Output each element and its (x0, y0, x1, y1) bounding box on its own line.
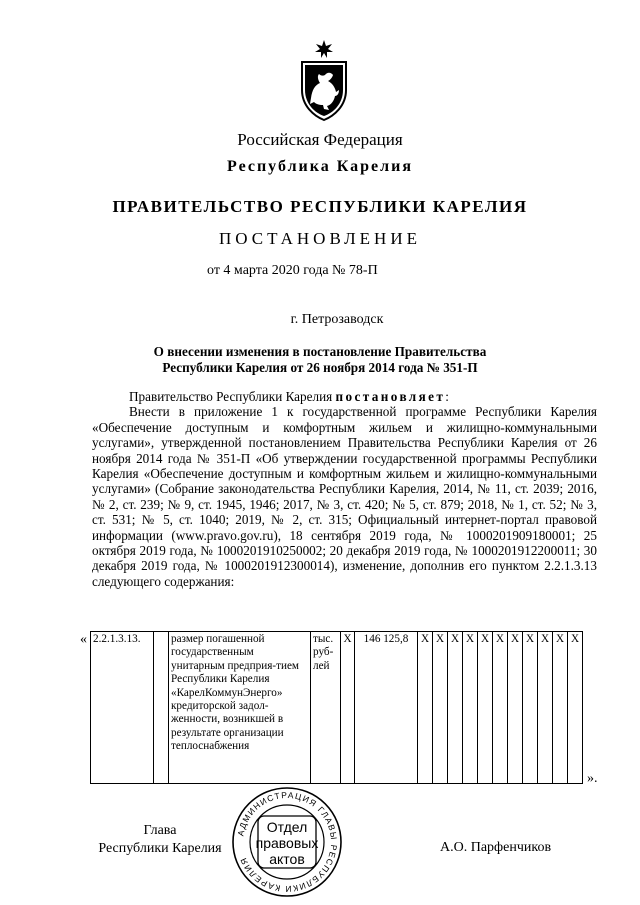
signatory-title-line-1: Глава (143, 823, 177, 838)
decree-word: постановляет (335, 389, 446, 404)
signatory-name: А.О. Парфенчиков (440, 840, 552, 855)
city-line (0, 312, 640, 328)
mark-cell: X (553, 632, 568, 784)
item-description: размер погашенной государственным унитарным предприя-тием Республики Карелия «КарелКоммунЭнерго» кредиторской задол-женности, возникшей в результате организации теплоснабжения (169, 632, 311, 784)
mark-cell: X (523, 632, 538, 784)
stamp-line-3: актов (269, 851, 305, 867)
document-body (92, 389, 597, 589)
intro-paragraph (92, 389, 597, 404)
document-type: ПОСТАНОВЛЕНИЕ (218, 229, 421, 248)
subject-line-1: О внесении изменения в постановление Правительства (153, 344, 487, 359)
city-name: г. Петрозаводск (290, 312, 384, 327)
country-name: Российская Федерация (237, 130, 403, 149)
mark-cell: X (433, 632, 448, 784)
mark-cell: X (448, 632, 463, 784)
mark-cell: X (341, 632, 355, 784)
mark-cell: X (418, 632, 433, 784)
table-row (91, 632, 583, 784)
main-paragraph: Внести в приложение 1 к государственной программе Республики Карелия «Обеспечение доступным и комфортным жильем и жилищно-коммунальными услугами», утвержденной постановлением Правительства Республики Карелия от 26 ноября 2014 года № 351-П «Об утверждении государственной программы Республики Карелия «Обеспечение доступным и комфортным жильем и жилищно-коммунальными услугами» (Собрание законодательства Республики Карелия, 2014, № 11, ст. 2039; 2016, № 2, ст. 239; № 9, ст. 1945, 1946; 2017, № 3, ст. 420; № 5, ст. 879; 2018, № 1, ст. 52; № 3, ст. 531; № 5, ст. 1040; 2019, № 2, ст. 315; Официальный интернет-портал правовой информации (www.pravo.gov.ru), 18 сентября 2019 года, № 1000201909180001; 25 октября 2019 года, № 1000201910250002; 20 декабря 2019 года, № 1000201912200011; 30 декабря 2019 года, № 1000201912300014), изменение, дополнив его пунктом 2.2.1.3.13 следующего содержания: (92, 404, 597, 589)
signatory-title-line-2: Республики Карелия (98, 841, 222, 856)
stamp-line-2: правовых (255, 835, 319, 851)
mark-cell: X (568, 632, 583, 784)
mark-cell: X (463, 632, 478, 784)
signatory-title (90, 822, 230, 858)
republic-name: Республика Карелия (227, 158, 413, 175)
legal-department-stamp-icon (231, 786, 343, 898)
document-date: от 4 марта 2020 года № 78-П (207, 263, 378, 278)
quote-close-mark: ». (587, 771, 598, 786)
item-unit: тыс. руб-лей (311, 632, 341, 784)
document-subject (0, 344, 640, 376)
amendment-table (90, 631, 583, 784)
intro-prefix: Правительство Республики Карелия (129, 389, 336, 404)
coat-of-arms-icon (296, 38, 352, 122)
stamp-line-1: Отдел (266, 819, 308, 835)
mark-cell: X (493, 632, 508, 784)
intro-suffix: : (445, 389, 449, 404)
item-code: 2.2.1.3.13. (91, 632, 154, 784)
quote-open-mark: « (80, 632, 87, 647)
stamp-ring-text: АДМИНИСТРАЦИЯ ГЛАВЫ РЕСПУБЛИКИ КАРЕЛИЯ (235, 789, 340, 895)
empty-cell (154, 632, 169, 784)
mark-cell: X (508, 632, 523, 784)
mark-cell: X (478, 632, 493, 784)
mark-cell: X (538, 632, 553, 784)
subject-line-2: Республики Карелия от 26 ноября 2014 года № 351-П (162, 360, 478, 375)
government-name: ПРАВИТЕЛЬСТВО РЕСПУБЛИКИ КАРЕЛИЯ (112, 197, 528, 216)
item-value: 146 125,8 (355, 632, 418, 784)
